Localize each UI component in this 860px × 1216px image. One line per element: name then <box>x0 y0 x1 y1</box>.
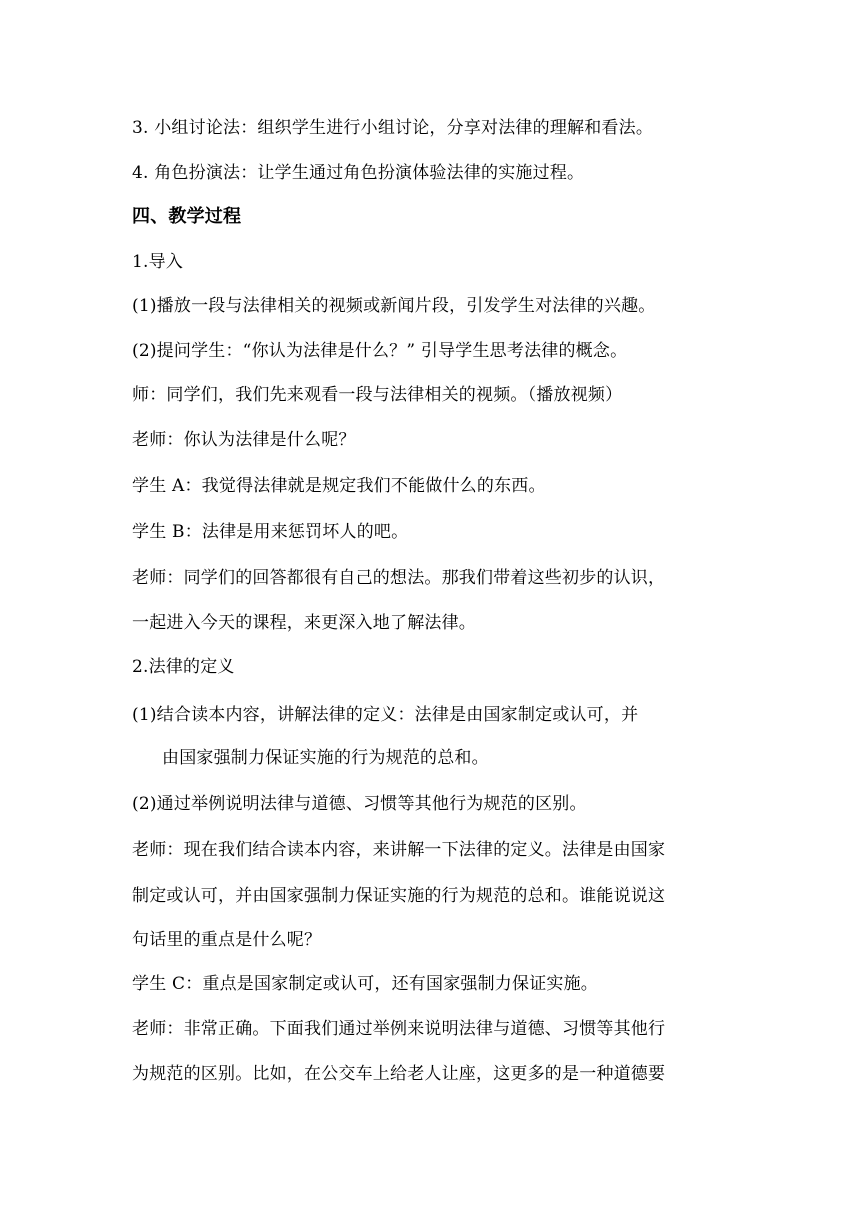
dialogue-line: 学生 A：我觉得法律就是规定我们不能做什么的东西。 <box>132 476 546 496</box>
dialogue-line: 老师：非常正确。下面我们通过举例来说明法律与道德、习惯等其他行 <box>132 1019 666 1039</box>
dialogue-line: 老师：现在我们结合读本内容，来讲解一下法律的定义。法律是由国家 <box>132 840 666 860</box>
method-item-4: 4. 角色扮演法：让学生通过角色扮演体验法律的实施过程。 <box>132 163 585 183</box>
paragraph-line: (2)提问学生：“你认为法律是什么？” 引导学生思考法律的概念。 <box>132 341 628 361</box>
paragraph-line: (1)结合读本内容，讲解法律的定义：法律是由国家制定或认可，并 <box>132 705 639 725</box>
dialogue-line: 为规范的区别。比如，在公交车上给老人让座，这更多的是一种道德要 <box>132 1064 666 1084</box>
dialogue-line: 学生 B：法律是用来惩罚坏人的吧。 <box>132 522 409 542</box>
dialogue-line: 句话里的重点是什么呢？ <box>132 930 322 950</box>
dialogue-line: 老师：你认为法律是什么呢？ <box>132 430 356 450</box>
dialogue-line: 学生 C：重点是国家制定或认可，还有国家强制力保证实施。 <box>132 974 599 994</box>
paragraph-line: (2)通过举例说明法律与道德、习惯等其他行为规范的区别。 <box>132 794 587 814</box>
subsection-heading: 2.法律的定义 <box>132 657 235 677</box>
dialogue-line: 一起进入今天的课程，来更深入地了解法律。 <box>132 613 476 633</box>
paragraph-line: 由国家强制力保证实施的行为规范的总和。 <box>162 748 489 768</box>
section-heading: 四、教学过程 <box>132 206 242 227</box>
dialogue-line: 师：同学们，我们先来观看一段与法律相关的视频。（播放视频） <box>132 385 623 405</box>
subsection-heading: 1.导入 <box>132 252 184 272</box>
dialogue-line: 制定或认可，并由国家强制力保证实施的行为规范的总和。谁能说说这 <box>132 886 666 906</box>
paragraph-line: (1)播放一段与法律相关的视频或新闻片段，引发学生对法律的兴趣。 <box>132 296 656 316</box>
method-item-3: 3. 小组讨论法：组织学生进行小组讨论，分享对法律的理解和看法。 <box>132 118 654 138</box>
dialogue-line: 老师：同学们的回答都很有自己的想法。那我们带着这些初步的认识， <box>132 568 666 588</box>
